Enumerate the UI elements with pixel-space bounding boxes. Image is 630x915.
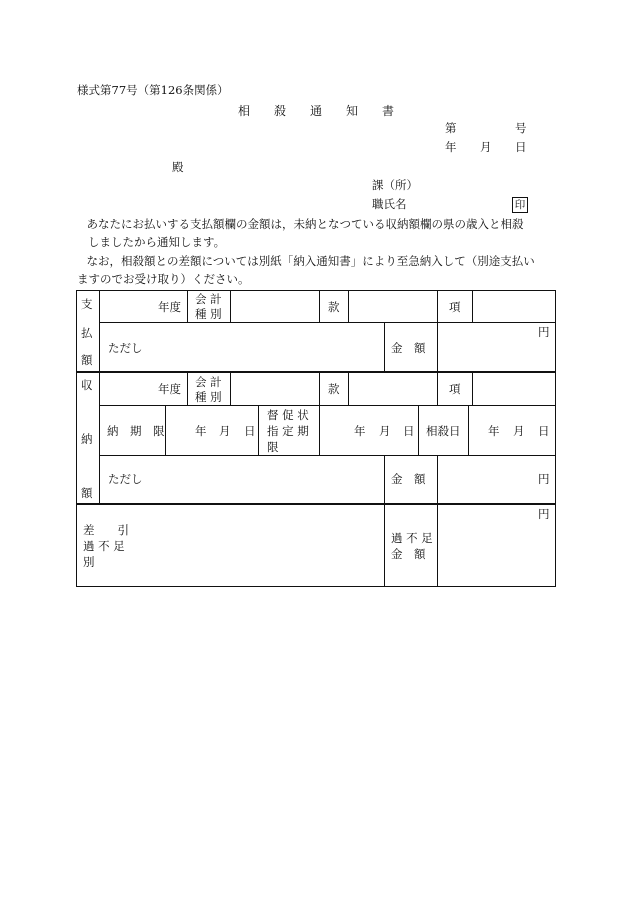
rec-side-label-3: 額: [81, 486, 93, 500]
rec-offset-year: 年: [488, 424, 500, 438]
para1-line1: あなたにお払いする支払額欄の金額は，未納となつている収納額欄の県の歳入と相殺: [75, 217, 524, 231]
rec-row-divider-1: [99, 405, 556, 406]
rec-yen-label: 円: [538, 472, 550, 486]
body-paragraph-1: [75, 215, 560, 251]
rec-vline-l: [384, 455, 385, 504]
diff-yen-label: 円: [538, 507, 550, 521]
rec-vline-j: [418, 405, 419, 456]
rec-vline-k: [468, 405, 469, 456]
pay-tadashi-label: ただし: [108, 341, 143, 355]
pay-vline-e: [437, 290, 438, 323]
rec-account-type-label-1: 会 計: [195, 375, 222, 389]
section-divider-2: [76, 503, 556, 505]
rec-vline-h: [258, 405, 259, 456]
table-top-border: [76, 290, 556, 291]
rec-vline-b: [230, 373, 231, 406]
pay-fiscal-year-label: 年度: [158, 300, 181, 314]
number-prefix: 第: [445, 121, 457, 135]
table-right-border: [555, 290, 556, 587]
rec-vline-g: [165, 405, 166, 456]
rec-offset-month: 月: [513, 424, 525, 438]
number-suffix: 号: [515, 121, 527, 135]
pay-side-label-2: 払: [81, 326, 93, 340]
official-name-label: 職氏名: [372, 197, 407, 211]
pay-row-divider: [99, 322, 556, 323]
rec-vline-e: [437, 373, 438, 406]
diff-amount-label-1: 過 不 足: [391, 531, 433, 545]
pay-vline-c: [319, 290, 320, 323]
rec-account-type-label-2: 種 別: [195, 390, 222, 404]
date-year: 年: [445, 140, 457, 154]
rec-vline-c: [319, 373, 320, 406]
date-month: 月: [480, 140, 492, 154]
para2-line2: ますのでお受け取り）ください。: [77, 272, 250, 286]
pay-kou-label: 項: [449, 300, 461, 314]
rec-due-month: 月: [219, 424, 231, 438]
rec-offset-day: 日: [538, 424, 550, 438]
para1-line2: しましたから通知します。: [88, 235, 226, 249]
department-label: 課（所）: [372, 178, 418, 192]
rec-reminder-day: 日: [403, 424, 415, 438]
rec-side-label-2: 納: [81, 432, 93, 446]
pay-vline-g: [384, 322, 385, 372]
rec-due-date-label: 納 期 限: [107, 424, 165, 438]
rec-vline-f: [472, 373, 473, 406]
table-left-border: [76, 290, 77, 587]
para2-line1: なお，相殺額との差額については別紙「納入通知書」により至急納入して（別途支払い: [75, 254, 535, 268]
diff-amount-label-2: 金 額: [391, 547, 426, 561]
pay-kan-label: 款: [328, 300, 340, 314]
rec-reminder-label-2: 指 定 期: [267, 424, 309, 438]
pay-side-label-1: 支: [81, 297, 93, 311]
pay-vline-a: [187, 290, 188, 323]
diff-vline-a: [384, 504, 385, 587]
rec-side-label-1: 収: [81, 378, 93, 392]
rec-kou-label: 項: [449, 382, 461, 396]
rec-reminder-month: 月: [379, 424, 391, 438]
seal-mark: 印: [512, 197, 528, 213]
page-title: 相 殺 通 知 書: [238, 104, 395, 118]
rec-row-divider-2: [99, 455, 556, 456]
pay-amount-label: 金 額: [391, 341, 426, 355]
date-day: 日: [515, 140, 527, 154]
table-bottom-border: [76, 586, 556, 587]
rec-vline-i: [319, 405, 320, 456]
rec-reminder-label-1: 督 促 状: [267, 408, 309, 422]
pay-vline-d: [348, 290, 349, 323]
addressee-suffix: 殿: [172, 160, 184, 174]
rec-tadashi-label: ただし: [108, 472, 143, 486]
rec-kan-label: 款: [328, 382, 340, 396]
pay-vline-h: [437, 322, 438, 372]
body-paragraph-2: [75, 252, 560, 288]
rec-offset-date-label: 相殺日: [426, 424, 461, 438]
pay-account-type-label-2: 種 別: [195, 307, 222, 321]
rec-vline-a: [187, 373, 188, 406]
diff-vline-b: [437, 504, 438, 587]
rec-fiscal-year-label: 年度: [158, 382, 181, 396]
rec-due-day: 日: [244, 424, 256, 438]
form-number: 様式第77号（第126条関係）: [77, 83, 229, 97]
pay-vline-f: [472, 290, 473, 323]
rec-reminder-label-3: 限: [267, 440, 279, 454]
pay-vline-b: [230, 290, 231, 323]
rec-vline-d: [348, 373, 349, 406]
pay-account-type-label-1: 会 計: [195, 292, 222, 306]
rec-reminder-year: 年: [354, 424, 366, 438]
diff-label-1: 差 引: [83, 523, 129, 537]
diff-label-2: 過 不 足: [83, 539, 125, 553]
pay-side-label-3: 額: [81, 353, 93, 367]
pay-yen-label: 円: [538, 325, 550, 339]
rec-due-year: 年: [195, 424, 207, 438]
diff-label-3: 別: [83, 555, 95, 569]
rec-amount-label: 金 額: [391, 472, 426, 486]
rec-vline-m: [437, 455, 438, 504]
section-divider-1: [76, 371, 556, 373]
